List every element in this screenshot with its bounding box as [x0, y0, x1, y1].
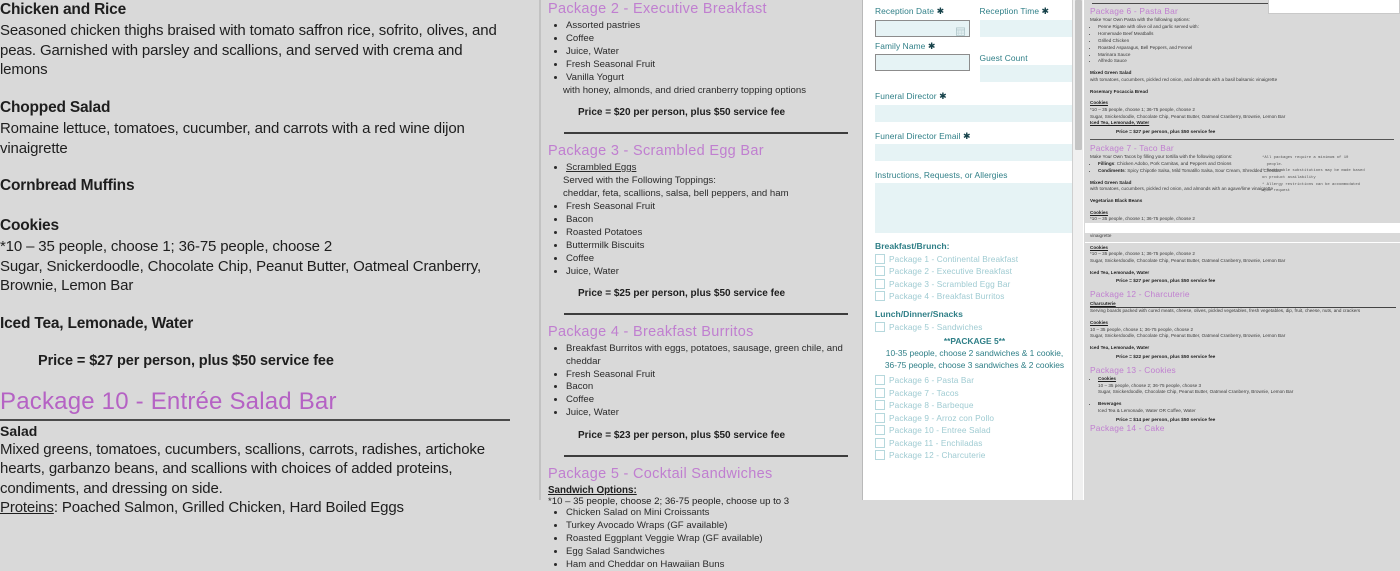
menu-text: *10 – 35 people, choose 1; 36-75 people, choose 2: [1090, 216, 1195, 222]
checkbox-input[interactable]: [875, 450, 885, 460]
menu-text: 10 – 35 people, choose 1; 36-75 people, choose 2: [1090, 326, 1194, 332]
form-field-family-name: [875, 41, 970, 72]
package-item-list: [548, 162, 850, 278]
package-item-label: Beverages: [1098, 401, 1122, 407]
package-item: • Juice, Water: [566, 266, 850, 278]
package-item-list: [1090, 401, 1396, 408]
menu-item-description: Seasoned chicken thighs braised with tomato saffron rice, sofrito, olives, and peas. Garnished with parsley and scallions, and served with crema and lemons: [0, 22, 497, 79]
menu-text: Sugar, Snickerdoodle, Chocolate Chip, Peanut Butter, Oatmeal Cranberry, Brownie, Lemon Bar: [1098, 389, 1294, 395]
menu-item-heading: Cornbread Muffins: [0, 177, 135, 195]
input-funeral-director-email[interactable]: [875, 144, 1074, 161]
page-break-separator: [1085, 223, 1400, 233]
menu-item-description: Mixed greens, tomatoes, cucumbers, scallions, carrots, radishes, artichoke hearts, garbanzo beans, and scallions with choices of added proteins, condiments, and dressing on side.: [0, 440, 485, 497]
package-item: • Bacon: [566, 214, 850, 226]
checkbox-row[interactable]: [875, 279, 1074, 289]
input-reception-date[interactable]: [875, 20, 970, 37]
package-title: Package 10 - Entrée Salad Bar: [0, 387, 510, 421]
note-line: upon request: [1262, 189, 1291, 194]
package-title: Package 2 - Executive Breakfast: [548, 1, 767, 17]
spacer: [0, 369, 510, 387]
menu-text: *10 – 35 people, choose 1; 36-75 people, choose 2: [1090, 106, 1195, 112]
checkbox-label: Package 12 - Charcuterie: [889, 450, 986, 461]
spacer: [0, 335, 510, 353]
package-item: • Juice, Water: [566, 407, 850, 419]
spacer: [0, 80, 510, 98]
package-item: • Fresh Seasonal Fruit: [566, 201, 850, 213]
form-field-reception-time: [980, 6, 1075, 37]
required-marker: ✱: [962, 130, 971, 141]
package-item-list: [548, 507, 850, 571]
calendar-icon[interactable]: [956, 23, 965, 41]
package-item: • Fresh Seasonal Fruit: [566, 59, 850, 71]
menu-text: Sugar, Snickerdoodle, Chocolate Chip, Peanut Butter, Oatmeal Cranberry, Brownie, Lemon Bar: [1090, 257, 1286, 263]
checkbox-label: Package 9 - Arroz con Pollo: [889, 412, 995, 423]
field-label: Family Name ✱: [875, 40, 936, 51]
package-item: • Assorted pastries: [566, 20, 850, 32]
checkbox-input[interactable]: [875, 438, 885, 448]
checkbox-input[interactable]: [875, 400, 885, 410]
checkbox-label: Package 2 - Executive Breakfast: [889, 266, 1013, 276]
package-price: Price = $27 per person, plus $50 service fee: [38, 352, 334, 369]
package-divider: [564, 455, 848, 457]
catering-order-form-panel[interactable]: [862, 0, 1084, 500]
menu-item-heading: Chopped Salad: [0, 98, 111, 116]
package-divider: [564, 132, 848, 134]
field-label: Funeral Director Email ✱: [875, 130, 971, 141]
form-scrollbar[interactable]: [1072, 0, 1083, 500]
menu-item-description: Sugar, Snickerdoodle, Chocolate Chip, Peanut Butter, Oatmeal Cranberry, Brownie, Lemon Bar: [0, 257, 482, 294]
input-guest-count[interactable]: [980, 65, 1075, 82]
package-item: • Roasted Asparagus, Bell Peppers, and Fennel: [1098, 45, 1396, 52]
field-label: Guest Count: [979, 52, 1028, 63]
package-item: • Juice, Water: [566, 46, 850, 58]
checkbox-label: Package 7 - Tacos: [889, 387, 959, 398]
checkbox-row[interactable]: [875, 438, 1074, 448]
checkbox-row[interactable]: [875, 375, 1074, 385]
menu-text: Iced Tea & Lemonade, Water OR Coffee, Water: [1098, 408, 1196, 413]
checkbox-input[interactable]: [875, 425, 885, 435]
top-right-white-field[interactable]: [1268, 0, 1400, 14]
field-label: Funeral Director ✱: [875, 91, 947, 101]
menu-preview-right-panel[interactable]: [1085, 0, 1400, 500]
package-item: • Marinara Sauce: [1098, 52, 1396, 59]
menu-text: Sugar, Snickerdoodle, Chocolate Chip, Peanut Butter, Oatmeal Cranberry, Brownie, Lemon Bar: [1090, 333, 1286, 339]
menu-subheading: Vegetarian Black Beans: [1090, 198, 1143, 204]
package-price: Price = $25 per person, plus $50 service fee: [578, 288, 786, 300]
right-document-page-2: [1085, 233, 1400, 434]
package-title: Package 14 - Cake: [1090, 422, 1165, 433]
form-field-funeral-director: [875, 91, 1074, 122]
package-subheading: Sandwich Options:: [548, 484, 637, 496]
menu-text: with tomatoes, cucumbers, pickled red onion, and almonds with an agave/lime vinaigrette: [1090, 186, 1274, 192]
form-field-funeral-director-email: [875, 131, 1074, 162]
checkbox-input[interactable]: [875, 413, 885, 423]
menu-text: vinaigrette: [1090, 233, 1112, 238]
checkbox-group-title: Breakfast/Brunch:: [875, 240, 950, 251]
note-line: on product availability: [1262, 175, 1316, 180]
package-item: • Fillings: Chicken Adobo, Pork Carnitas, and Peppers and Onions: [1098, 161, 1396, 168]
form-field-reception-date: [875, 6, 970, 37]
menu-subheading: Mixed Green Salad: [1090, 179, 1132, 185]
package-price: Price = $14 per person, plus $50 service fee: [1116, 417, 1216, 423]
package-title: Package 4 - Breakfast Burritos: [548, 324, 754, 341]
package-item: • Coffee: [566, 253, 850, 265]
package5-note-title: **PACKAGE 5**: [943, 335, 1006, 346]
form-row-date-time: [875, 6, 1074, 41]
spacer: [0, 158, 510, 176]
form-body: [863, 0, 1084, 460]
note-line: * Reasonable substitutions may be made based: [1262, 169, 1365, 174]
package-item: • Egg Salad Sandwiches: [566, 546, 850, 558]
required-marker: ✱: [1041, 6, 1050, 16]
menu-item-heading: Cookies: [0, 216, 59, 234]
required-marker: ✱: [939, 91, 947, 101]
package-item: • Breakfast Burritos with eggs, potatoes, sausage, green chile, and cheddar: [566, 343, 850, 368]
spacer: [0, 296, 510, 314]
checkbox-row[interactable]: [875, 322, 1074, 332]
menu-subheading: Iced Tea, Lemonade, Water: [1090, 269, 1150, 275]
package-choice-note: *10 – 35 people, choose 2; 36-75 people, choose up to 3: [548, 495, 790, 507]
menu-subheading: Charcuterie: [1090, 301, 1396, 309]
menu-item-description: Romaine lettuce, tomatoes, cucumber, and carrots with a red wine dijon vinaigrette: [0, 120, 465, 157]
proteins-label: Proteins: [0, 499, 54, 517]
input-instructions[interactable]: [875, 183, 1074, 233]
field-label: Reception Date ✱: [875, 6, 945, 16]
checkbox-row[interactable]: [875, 400, 1074, 410]
menu-item-heading: Iced Tea, Lemonade, Water: [0, 314, 194, 332]
menu-subheading: Rosemary Focaccia Bread: [1090, 88, 1148, 94]
form-scrollbar-thumb[interactable]: [1075, 0, 1082, 150]
form-row-name-guests: [875, 41, 1074, 83]
required-marker: ✱: [936, 6, 945, 16]
menu-subheading: Iced Tea, Lemonade, Water: [1090, 344, 1150, 350]
checkbox-input[interactable]: [875, 254, 885, 264]
package-title: Package 12 - Charcuterie: [1090, 289, 1190, 300]
checkbox-label: Package 11 - Enchiladas: [889, 437, 983, 448]
package-item: Served with the Following Toppings:: [563, 174, 716, 186]
package-item-label: Condiments: [1098, 167, 1125, 173]
checkbox-input[interactable]: [875, 291, 885, 301]
menu-text: 10 – 35 people, choose 2; 36-75 people, choose 3: [1098, 382, 1202, 388]
package-item: • Chicken Salad on Mini Croissants: [566, 507, 850, 519]
checkbox-label: Package 8 - Barbeque: [889, 400, 974, 411]
package-title: Package 3 - Scrambled Egg Bar: [548, 143, 764, 160]
package-divider: [1090, 139, 1394, 140]
date-col: [875, 6, 970, 41]
package-item-label: Fillings: [1098, 160, 1115, 166]
package-price: Price = $23 per person, plus $50 service fee: [578, 429, 786, 441]
menu-subheading: Cookies: [1090, 209, 1109, 215]
checkbox-input[interactable]: [875, 375, 885, 385]
package-price: Price = $20 per person, plus $50 service fee: [578, 107, 786, 119]
guest-col: [980, 41, 1075, 83]
checkbox-label: Package 6 - Pasta Bar: [889, 375, 975, 386]
menu-preview-middle-panel[interactable]: [540, 0, 862, 570]
package-item: • Roasted Eggplant Veggie Wrap (GF available): [566, 533, 850, 545]
package-item: [566, 162, 850, 174]
package-item: • Vanilla Yogurt: [566, 72, 850, 84]
package-item: [1098, 376, 1396, 383]
menu-item-description: *10 – 35 people, choose 1; 36-75 people, choose 2: [0, 238, 333, 255]
input-family-name[interactable]: [875, 54, 970, 71]
package-price: Price = $27 per person, plus $50 service fee: [1116, 279, 1216, 285]
checkbox-input[interactable]: [875, 322, 885, 332]
package-item-list: [548, 343, 850, 420]
field-label: Reception Time ✱: [979, 6, 1050, 16]
menu-text: Make Your Own Pasta with the following options:: [1090, 17, 1191, 23]
menu-subheading: Cookies: [1090, 319, 1109, 325]
package-price: Price = $22 per person, plus $50 service fee: [1116, 354, 1216, 360]
package-item-list: [1090, 376, 1396, 383]
checkbox-row[interactable]: [875, 291, 1074, 301]
menu-subheading: Cookies: [1090, 244, 1109, 250]
menu-preview-left-panel[interactable]: [0, 0, 540, 517]
package-title: Package 6 - Pasta Bar: [1090, 6, 1178, 16]
proteins-line: Proteins: Poached Salmon, Grilled Chicken, Hard Boiled Eggs: [0, 499, 404, 517]
note-line: * Allergy restrictions can be accommodated: [1262, 182, 1361, 187]
menu-text: Sugar, Snickerdoodle, Chocolate Chip, Peanut Butter, Oatmeal Cranberry, Brownie, Lemon Bar: [1090, 113, 1286, 119]
package-item: • Bacon: [566, 381, 850, 393]
menu-text: Make Your Own Tacos by filling your tortilla with the following options:: [1090, 154, 1233, 160]
left-document-body: [0, 0, 524, 518]
required-marker: ✱: [927, 40, 936, 51]
checkbox-row[interactable]: [875, 413, 1074, 423]
package-item: [1098, 401, 1396, 408]
package-item-list: [548, 20, 850, 97]
checkbox-label: Package 4 - Breakfast Burritos: [889, 291, 1005, 301]
menu-text: with tomatoes, cucumbers, pickled red onion, and almonds with a basil balsamic vinaigrette: [1090, 77, 1278, 82]
input-reception-time[interactable]: [980, 20, 1075, 37]
package-item: • Coffee: [566, 394, 850, 406]
package-item-label: Cookies: [1098, 375, 1117, 381]
package-item-list: [1090, 24, 1396, 65]
package-title: Package 7 - Taco Bar: [1090, 142, 1174, 153]
checkbox-label: Package 1 - Continental Breakfast: [889, 253, 1019, 264]
package-item: cheddar, feta, scallions, salsa, bell peppers, and ham: [563, 187, 789, 199]
package-item-text: Scrambled Eggs: [566, 162, 637, 173]
package-item: • Homemade Beef Meatballs: [1098, 31, 1396, 38]
checkbox-label: Package 5 - Sandwiches: [889, 322, 983, 332]
package-item: • Fresh Seasonal Fruit: [566, 369, 850, 381]
menu-item-heading: Chicken and Rice: [0, 1, 127, 18]
checkbox-group-title: Lunch/Dinner/Snacks: [875, 309, 963, 319]
package-item: • Alfredo Sauce: [1098, 58, 1396, 65]
menu-text: *10 – 35 people, choose 1; 36-75 people, choose 2: [1090, 251, 1195, 257]
time-col: [980, 6, 1075, 41]
checkbox-row[interactable]: [875, 266, 1074, 276]
package-item: • Turkey Avocado Wraps (GF available): [566, 520, 850, 532]
checkbox-input[interactable]: [875, 266, 885, 276]
checkbox-row[interactable]: [875, 388, 1074, 398]
field-label: Instructions, Requests, or Allergies: [875, 170, 1008, 180]
package-title: Package 13 - Cookies: [1090, 364, 1176, 375]
package-item: • Penne Rigate with olive oil and garlic served with:: [1098, 24, 1396, 31]
checkbox-row[interactable]: [875, 450, 1074, 460]
menu-subheading: Salad: [0, 422, 38, 439]
page-edge-line: [1085, 242, 1400, 243]
package-item: with honey, almonds, and dried cranberry topping options: [563, 84, 807, 96]
allergy-substitution-note: [1262, 155, 1398, 195]
package-item: • Grilled Chicken: [1098, 38, 1396, 45]
package-item: • Buttermilk Biscuits: [566, 240, 850, 252]
package-price: Price = $27 per person, plus $50 service fee: [1116, 129, 1216, 135]
checkbox-row[interactable]: [875, 254, 1074, 264]
checkbox-input[interactable]: [875, 388, 885, 398]
input-funeral-director[interactable]: [875, 105, 1074, 122]
family-col: [875, 41, 970, 83]
middle-document-body: [541, 0, 862, 571]
package-divider: [564, 313, 848, 315]
menu-subheading: Mixed Green Salad: [1090, 70, 1132, 76]
form-field-guest-count: [980, 53, 1075, 83]
package-item: • Roasted Potatoes: [566, 227, 850, 239]
menu-subheading: Cookies: [1090, 100, 1109, 106]
note-line: *All packages require a minimum of 10: [1262, 156, 1349, 160]
package-item: • Coffee: [566, 33, 850, 45]
package-title: Package 5 - Cocktail Sandwiches: [548, 465, 773, 482]
menu-text: Serving boards packed with cured meats, cheese, olives, pickled vegetables, fresh vegetables, dip, fruit, cheese, nuts, and crackers: [1090, 308, 1361, 314]
package-item: • Condiments: Spicy Chipotle Salsa, Mild Tomatillo Salsa, Sour Cream, Shredded Cheddar: [1098, 168, 1396, 175]
checkbox-input[interactable]: [875, 279, 885, 289]
form-field-instructions: [875, 170, 1074, 233]
checkbox-label: Package 10 - Entree Salad: [889, 425, 991, 436]
spacer: [0, 198, 510, 216]
checkbox-row[interactable]: [875, 425, 1074, 435]
checkbox-label: Package 3 - Scrambled Egg Bar: [889, 278, 1011, 289]
package5-note: **PACKAGE 5** 10-35 people, choose 2 sandwiches & 1 cookie, 36-75 people, choose 3 sandwiches & 2 cookies: [884, 335, 1065, 370]
package-item: • Ham and Cheddar on Hawaiian Buns: [566, 559, 850, 571]
menu-subheading: Iced Tea, Lemonade, Water: [1090, 120, 1150, 126]
note-line: people.: [1262, 162, 1284, 167]
